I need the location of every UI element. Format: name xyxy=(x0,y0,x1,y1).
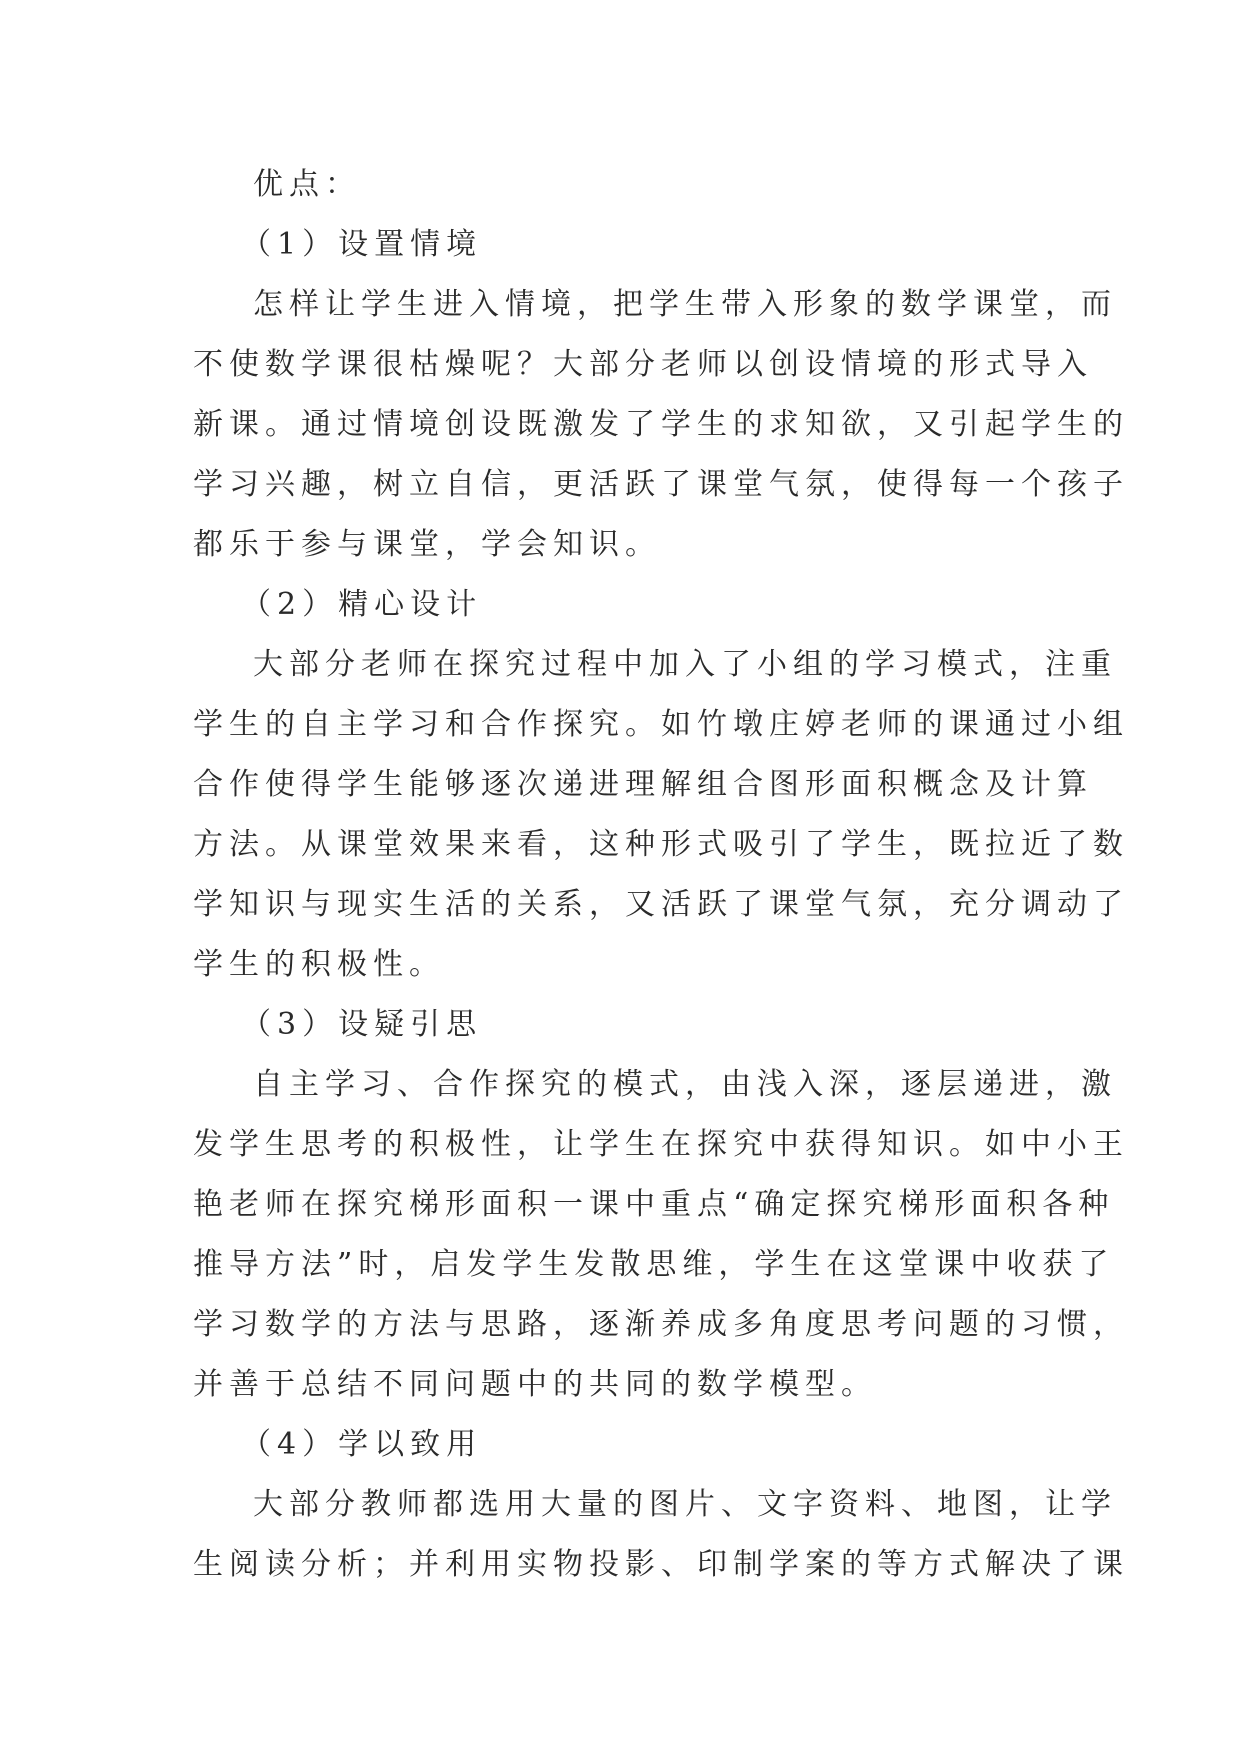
section-title-1: （1）设置情境 xyxy=(241,227,483,262)
section-paragraph-2 xyxy=(193,635,1129,995)
paragraph-line: 新课。通过情境创设既激发了学生的求知欲，又引起学生的 xyxy=(193,407,1129,442)
paragraph-line: 合作使得学生能够逐次递进理解组合图形面积概念及计算 xyxy=(193,767,1093,802)
paragraph-line: 学知识与现实生活的关系，又活跃了课堂气氛，充分调动了 xyxy=(193,887,1129,922)
section-title-2: （2）精心设计 xyxy=(241,587,483,622)
paragraph-line: 都乐于参与课堂，学会知识。 xyxy=(193,527,661,562)
paragraph-line: 学习数学的方法与思路，逐渐养成多角度思考问题的习惯， xyxy=(193,1307,1129,1342)
section-paragraph-3 xyxy=(193,1055,1129,1415)
paragraph-line: 方法。从课堂效果来看，这种形式吸引了学生，既拉近了数 xyxy=(193,827,1129,862)
paragraph-line: 学生的积极性。 xyxy=(193,947,445,982)
paragraph-line: 自主学习、合作探究的模式，由浅入深，逐层递进，激 xyxy=(253,1067,1117,1102)
section-title-3: （3）设疑引思 xyxy=(241,1007,483,1042)
paragraph-line: 大部分老师在探究过程中加入了小组的学习模式，注重 xyxy=(253,647,1117,682)
section-paragraph-4 xyxy=(193,1475,1129,1595)
section-title-4: （4）学以致用 xyxy=(241,1427,483,1462)
paragraph-line: 大部分教师都选用大量的图片、文字资料、地图，让学 xyxy=(253,1487,1117,1522)
section-paragraph-1 xyxy=(193,275,1129,575)
paragraph-line: 生阅读分析；并利用实物投影、印制学案的等方式解决了课 xyxy=(193,1547,1129,1582)
paragraph-line: 并善于总结不同问题中的共同的数学模型。 xyxy=(193,1367,877,1402)
paragraph-line: 不使数学课很枯燥呢？大部分老师以创设情境的形式导入 xyxy=(193,347,1093,382)
paragraph-line: 学生的自主学习和合作探究。如竹墩庄婷老师的课通过小组 xyxy=(193,707,1129,742)
paragraph-line: 艳老师在探究梯形面积一课中重点“确定探究梯形面积各种 xyxy=(193,1187,1115,1222)
paragraph-line: 怎样让学生进入情境，把学生带入形象的数学课堂，而 xyxy=(253,287,1117,322)
document-body xyxy=(193,155,1129,1595)
paragraph-line: 推导方法”时，启发学生发散思维，学生在这堂课中收获了 xyxy=(193,1247,1115,1282)
paragraph-line: 发学生思考的积极性，让学生在探究中获得知识。如中小王 xyxy=(193,1127,1129,1162)
heading-advantages: 优点： xyxy=(253,167,361,202)
paragraph-line: 学习兴趣，树立自信，更活跃了课堂气氛，使得每一个孩子 xyxy=(193,467,1129,502)
